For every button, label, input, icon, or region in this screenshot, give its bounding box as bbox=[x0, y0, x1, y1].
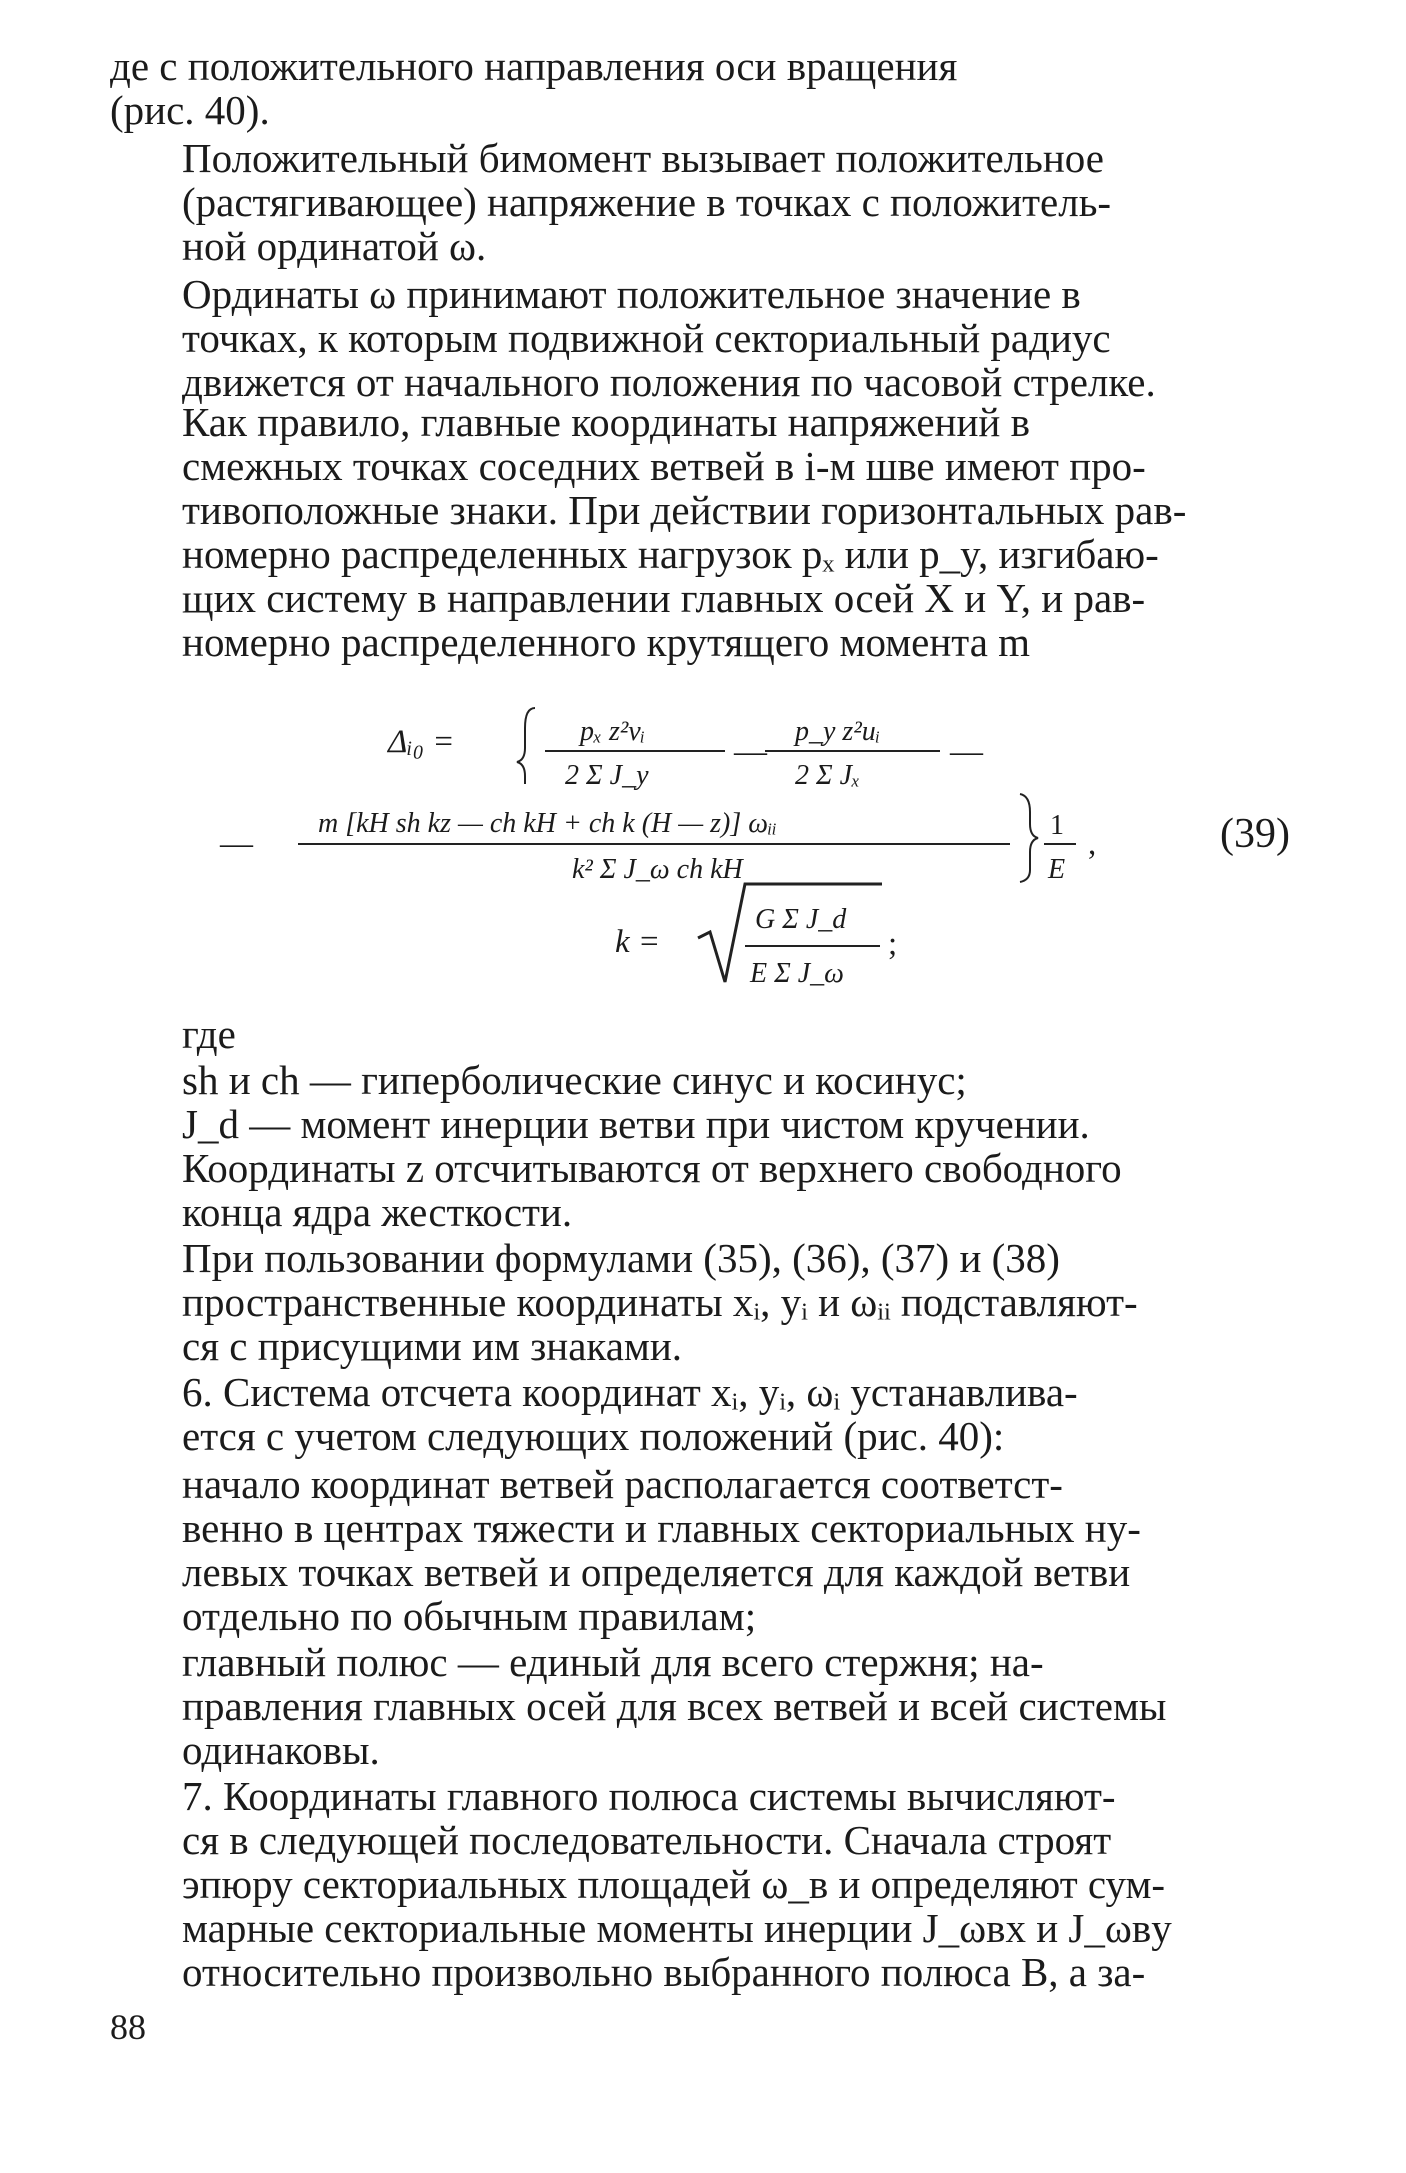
text-line: тивоположные знаки. При действии горизонтальных рав- bbox=[182, 487, 1187, 533]
text-line: отдельно по обычным правилам; bbox=[182, 1593, 757, 1639]
definitions bbox=[182, 1058, 1300, 1146]
page-number: 88 bbox=[110, 2007, 146, 2047]
formula-minus: — bbox=[734, 734, 767, 770]
text-line: 6. Система отсчета координат xᵢ, yᵢ, ωᵢ устанавлива- bbox=[182, 1369, 1078, 1415]
formula-factor-numerator: 1 bbox=[1050, 810, 1064, 841]
text-line: главный полюс — единый для всего стержня; на- bbox=[182, 1639, 1044, 1685]
paragraph-7 bbox=[110, 1370, 1300, 1458]
text-line: (рис. 40). bbox=[110, 87, 270, 133]
formula-term3-denominator: k² Σ J_ω ch kH bbox=[572, 854, 743, 885]
text-line: 7. Координаты главного полюса системы вычисляют- bbox=[182, 1773, 1116, 1819]
paragraph-5 bbox=[110, 1146, 1300, 1234]
formula-term3-numerator: m [kH sh kz — ch kH + ch k (H — z)] ωᵢᵢ bbox=[318, 808, 777, 839]
text-line: номерно распределенного крутящего момента m bbox=[182, 619, 1031, 665]
text-line: ной ординатой ω. bbox=[182, 223, 487, 269]
formula-k-semicolon: ; bbox=[888, 926, 898, 962]
text-line: правления главных осей для всех ветвей и всей системы bbox=[182, 1683, 1167, 1729]
paragraph-10 bbox=[110, 1774, 1300, 1994]
text-line: щих систему в направлении главных осей X и Y, и рав- bbox=[182, 575, 1146, 621]
paragraph-9 bbox=[110, 1640, 1300, 1772]
formula-term2-denominator: 2 Σ Jₓ bbox=[795, 760, 861, 791]
text-line: Координаты z отсчитываются от верхнего свободного bbox=[182, 1145, 1122, 1191]
text-line: одинаковы. bbox=[182, 1727, 380, 1773]
paragraph-3 bbox=[110, 272, 1300, 404]
formula-term1-denominator: 2 Σ J_y bbox=[565, 760, 649, 791]
text-line: Положительный бимомент вызывает положительное bbox=[182, 135, 1104, 181]
formula-minus: — bbox=[220, 826, 253, 862]
paragraph-8 bbox=[110, 1462, 1300, 1638]
formula-comma: , bbox=[1088, 826, 1097, 862]
paragraph-2 bbox=[110, 136, 1300, 268]
text-line: движется от начального положения по часовой стрелке. bbox=[182, 359, 1156, 405]
text-line: эпюру секториальных площадей ω_в и определяют сум- bbox=[182, 1861, 1166, 1907]
text-line: номерно распределенных нагрузок pₓ или p_y, изгибаю- bbox=[182, 531, 1159, 577]
text-line: При пользовании формулами (35), (36), (37) и (38) bbox=[182, 1235, 1060, 1281]
formula-39 bbox=[220, 700, 1320, 1000]
paragraph-1 bbox=[110, 44, 1300, 132]
formula-lhs: Δᵢ₀ = bbox=[388, 724, 455, 760]
text-line: относительно произвольно выбранного полюса B, а за- bbox=[182, 1949, 1146, 1995]
text-line: начало координат ветвей располагается соответст- bbox=[182, 1461, 1063, 1507]
formula-term1-numerator: pₓ z²vᵢ bbox=[580, 716, 646, 747]
formula-k-denominator: E Σ J_ω bbox=[750, 958, 844, 989]
formula-k-lhs: k = bbox=[615, 924, 661, 960]
formula-factor-denominator: E bbox=[1048, 854, 1066, 885]
paragraph-6 bbox=[110, 1236, 1300, 1368]
text-line: марные секториальные моменты инерции J_ωвx и J_ωвy bbox=[182, 1905, 1172, 1951]
formula-minus: — bbox=[950, 734, 983, 770]
paragraph-4 bbox=[110, 400, 1300, 664]
where-label: где bbox=[182, 1011, 236, 1057]
text-line: точках, к которым подвижной секториальный радиус bbox=[182, 315, 1111, 361]
text-line: Ординаты ω принимают положительное значение в bbox=[182, 271, 1081, 317]
text-line: левых точках ветвей и определяется для каждой ветви bbox=[182, 1549, 1131, 1595]
text-line: пространственные координаты xᵢ, yᵢ и ωᵢᵢ подставляют- bbox=[182, 1279, 1138, 1325]
text-line: конца ядра жесткости. bbox=[182, 1189, 573, 1235]
formula-term2-numerator: p_y z²uᵢ bbox=[795, 716, 881, 747]
definition-line: J_d — момент инерции ветви при чистом кручении. bbox=[182, 1101, 1090, 1147]
text-line: ся в следующей последовательности. Сначала строят bbox=[182, 1817, 1112, 1863]
text-line: Как правило, главные координаты напряжений в bbox=[182, 399, 1030, 445]
equation-number: (39) bbox=[1220, 811, 1290, 857]
text-line: ется с учетом следующих положений (рис. 40): bbox=[182, 1413, 1005, 1459]
formula-k-numerator: G Σ J_d bbox=[755, 904, 847, 935]
text-line: де с положительного направления оси вращения bbox=[110, 43, 958, 89]
text-line: смежных точках соседних ветвей в i-м шве имеют про- bbox=[182, 443, 1146, 489]
text-line: венно в центрах тяжести и главных секториальных ну- bbox=[182, 1505, 1141, 1551]
text-line: ся с присущими им знаками. bbox=[182, 1323, 683, 1369]
definition-line: sh и ch — гиперболические синус и косинус; bbox=[182, 1057, 967, 1103]
text-line: (растягивающее) напряжение в точках с положитель- bbox=[182, 179, 1112, 225]
